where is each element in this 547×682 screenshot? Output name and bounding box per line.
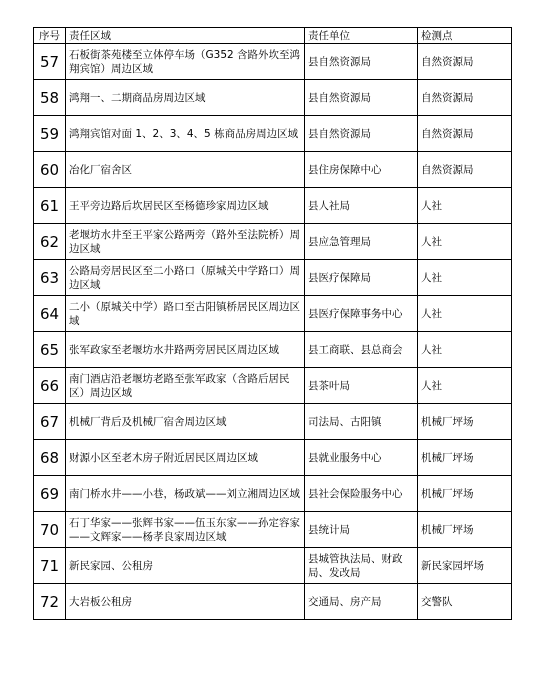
row-unit: 县医疗保障事务中心 bbox=[305, 296, 418, 332]
row-number: 59 bbox=[34, 116, 66, 152]
table-header-row bbox=[34, 28, 512, 44]
row-area: 财源小区至老木房子附近居民区周边区域 bbox=[66, 440, 305, 476]
row-area: 石板街茶苑楼至立体停车场（G352 含路外坎至鸿翔宾馆）周边区域 bbox=[66, 44, 305, 80]
row-unit: 县自然资源局 bbox=[305, 80, 418, 116]
row-area: 大岩板公租房 bbox=[66, 584, 305, 620]
table-row bbox=[34, 332, 512, 368]
row-point: 机械厂坪场 bbox=[418, 440, 512, 476]
row-unit: 县茶叶局 bbox=[305, 368, 418, 404]
row-point: 人社 bbox=[418, 224, 512, 260]
row-unit: 县医疗保障局 bbox=[305, 260, 418, 296]
row-unit: 司法局、古阳镇 bbox=[305, 404, 418, 440]
row-number: 71 bbox=[34, 548, 66, 584]
row-area: 公路局旁居民区至二小路口（原城关中学路口）周边区域 bbox=[66, 260, 305, 296]
row-area: 张军政家至老堰坊水井路两旁居民区周边区域 bbox=[66, 332, 305, 368]
row-point: 人社 bbox=[418, 260, 512, 296]
row-unit: 县自然资源局 bbox=[305, 44, 418, 80]
row-area: 鸿翔一、二期商品房周边区域 bbox=[66, 80, 305, 116]
row-point: 机械厂坪场 bbox=[418, 512, 512, 548]
row-unit: 县城管执法局、财政局、发改局 bbox=[305, 548, 418, 584]
row-number: 58 bbox=[34, 80, 66, 116]
row-point: 新民家园坪场 bbox=[418, 548, 512, 584]
table-row bbox=[34, 584, 512, 620]
row-number: 68 bbox=[34, 440, 66, 476]
row-unit: 县工商联、县总商会 bbox=[305, 332, 418, 368]
row-point: 自然资源局 bbox=[418, 152, 512, 188]
row-number: 67 bbox=[34, 404, 66, 440]
row-area: 机械厂背后及机械厂宿舍周边区域 bbox=[66, 404, 305, 440]
row-number: 60 bbox=[34, 152, 66, 188]
row-point: 人社 bbox=[418, 188, 512, 224]
table-row bbox=[34, 368, 512, 404]
row-number: 66 bbox=[34, 368, 66, 404]
table-row bbox=[34, 440, 512, 476]
row-unit: 县住房保障中心 bbox=[305, 152, 418, 188]
table-row bbox=[34, 548, 512, 584]
row-number: 69 bbox=[34, 476, 66, 512]
row-unit: 县就业服务中心 bbox=[305, 440, 418, 476]
row-unit: 县人社局 bbox=[305, 188, 418, 224]
table-row bbox=[34, 224, 512, 260]
row-unit: 县社会保险服务中心 bbox=[305, 476, 418, 512]
row-area: 冶化厂宿舍区 bbox=[66, 152, 305, 188]
row-point: 人社 bbox=[418, 368, 512, 404]
table-row bbox=[34, 296, 512, 332]
row-number: 65 bbox=[34, 332, 66, 368]
row-point: 自然资源局 bbox=[418, 44, 512, 80]
row-number: 57 bbox=[34, 44, 66, 80]
row-area: 新民家园、公租房 bbox=[66, 548, 305, 584]
row-area: 南门酒店沿老堰坊老路至张军政家（含路后居民区）周边区域 bbox=[66, 368, 305, 404]
table-row bbox=[34, 512, 512, 548]
table-row bbox=[34, 152, 512, 188]
row-point: 人社 bbox=[418, 296, 512, 332]
row-number: 61 bbox=[34, 188, 66, 224]
row-area: 石丁华家——张辉书家——伍玉东家——孙定容家——文辉家——杨孝良家周边区域 bbox=[66, 512, 305, 548]
table-row bbox=[34, 260, 512, 296]
row-unit: 交通局、房产局 bbox=[305, 584, 418, 620]
row-point: 人社 bbox=[418, 332, 512, 368]
row-unit: 县应急管理局 bbox=[305, 224, 418, 260]
row-point: 自然资源局 bbox=[418, 80, 512, 116]
table-row bbox=[34, 476, 512, 512]
row-point: 机械厂坪场 bbox=[418, 404, 512, 440]
header-point: 检测点 bbox=[418, 28, 512, 44]
row-area: 鸿翔宾馆对面 1、2、3、4、5 栋商品房周边区域 bbox=[66, 116, 305, 152]
row-point: 机械厂坪场 bbox=[418, 476, 512, 512]
row-number: 72 bbox=[34, 584, 66, 620]
row-area: 南门桥水井——小巷，杨政斌——刘立湘周边区域 bbox=[66, 476, 305, 512]
row-unit: 县统计局 bbox=[305, 512, 418, 548]
row-number: 63 bbox=[34, 260, 66, 296]
table-row bbox=[34, 116, 512, 152]
row-area: 老堰坊水井至王平家公路两旁（路外至法院桥）周边区域 bbox=[66, 224, 305, 260]
row-number: 70 bbox=[34, 512, 66, 548]
row-number: 64 bbox=[34, 296, 66, 332]
header-number: 序号 bbox=[34, 28, 66, 44]
table-row bbox=[34, 188, 512, 224]
header-area: 责任区域 bbox=[66, 28, 305, 44]
table-row bbox=[34, 44, 512, 80]
responsibility-table bbox=[33, 27, 512, 620]
table-row bbox=[34, 404, 512, 440]
row-unit: 县自然资源局 bbox=[305, 116, 418, 152]
table-row bbox=[34, 80, 512, 116]
row-point: 交警队 bbox=[418, 584, 512, 620]
header-unit: 责任单位 bbox=[305, 28, 418, 44]
row-area: 王平旁边路后坎居民区至杨德珍家周边区域 bbox=[66, 188, 305, 224]
row-point: 自然资源局 bbox=[418, 116, 512, 152]
row-number: 62 bbox=[34, 224, 66, 260]
row-area: 二小（原城关中学）路口至古阳镇桥居民区周边区域 bbox=[66, 296, 305, 332]
